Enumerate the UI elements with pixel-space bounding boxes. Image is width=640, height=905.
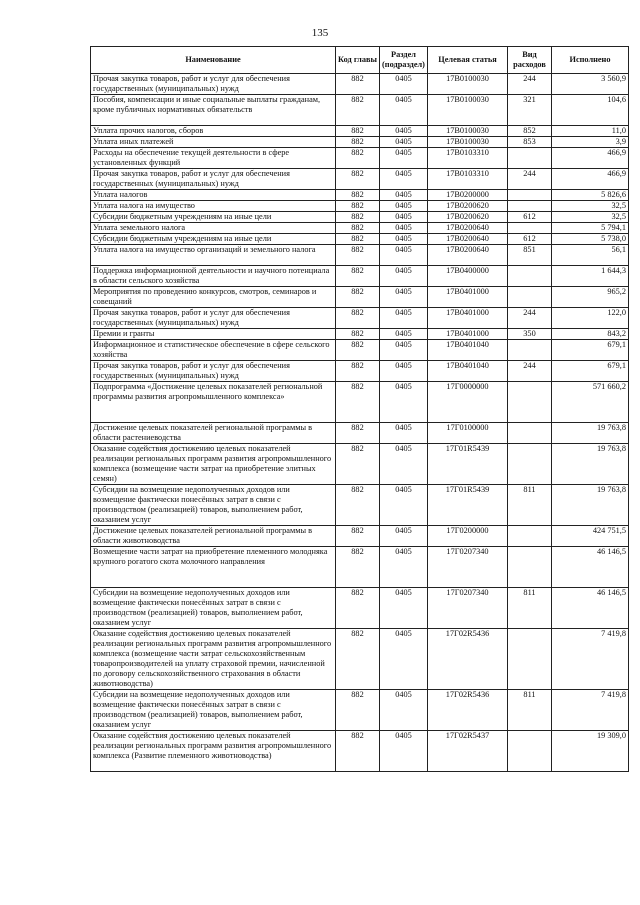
header-amount: Исполнено: [552, 47, 629, 74]
cell-name: Прочая закупка товаров, работ и услуг для обеспечения государственных (муниципальных) нужд: [91, 308, 336, 329]
cell-section: 0405: [380, 234, 428, 245]
table-row: [91, 223, 629, 234]
cell-section: 0405: [380, 126, 428, 137]
table-row: [91, 212, 629, 223]
cell-code: 882: [336, 526, 380, 547]
cell-name: Прочая закупка товаров, работ и услуг для обеспечения государственных (муниципальных) нужд: [91, 169, 336, 190]
cell-target: 17В0100030: [428, 95, 508, 126]
table-row: [91, 308, 629, 329]
cell-code: 882: [336, 547, 380, 588]
cell-target: 17Г02R5437: [428, 731, 508, 772]
cell-target: 17Г0207340: [428, 588, 508, 629]
cell-target: 17В0200620: [428, 201, 508, 212]
table-row: [91, 137, 629, 148]
table-row: [91, 690, 629, 731]
table-row: [91, 169, 629, 190]
cell-section: 0405: [380, 485, 428, 526]
cell-amount: 5 738,0: [552, 234, 629, 245]
table-row: [91, 287, 629, 308]
cell-section: 0405: [380, 190, 428, 201]
cell-code: 882: [336, 731, 380, 772]
cell-type: [508, 201, 552, 212]
table-row: [91, 444, 629, 485]
cell-name: Уплата земельного налога: [91, 223, 336, 234]
cell-section: 0405: [380, 95, 428, 126]
table-row: [91, 329, 629, 340]
cell-code: 882: [336, 137, 380, 148]
cell-amount: 46 146,5: [552, 547, 629, 588]
cell-target: 17В0103310: [428, 148, 508, 169]
cell-code: 882: [336, 629, 380, 690]
cell-name: Субсидии бюджетным учреждениям на иные цели: [91, 234, 336, 245]
cell-amount: 32,5: [552, 201, 629, 212]
table-row: [91, 190, 629, 201]
cell-name: Поддержка информационной деятельности и научного потенциала в области сельского хозяйства: [91, 266, 336, 287]
cell-target: 17В0200620: [428, 212, 508, 223]
header-type: Вид расходов: [508, 47, 552, 74]
cell-name: Информационное и статистическое обеспечение в сфере сельского хозяйства: [91, 340, 336, 361]
header-row: [91, 47, 629, 74]
cell-name: Возмещение части затрат на приобретение племенного молодняка крупного рогатого скота молочного направления: [91, 547, 336, 588]
cell-name: Уплата иных платежей: [91, 137, 336, 148]
cell-type: 244: [508, 169, 552, 190]
cell-name: Прочая закупка товаров, работ и услуг для обеспечения государственных (муниципальных) нужд: [91, 74, 336, 95]
cell-section: 0405: [380, 137, 428, 148]
table-row: [91, 340, 629, 361]
cell-code: 882: [336, 340, 380, 361]
cell-type: 612: [508, 234, 552, 245]
cell-code: 882: [336, 444, 380, 485]
cell-name: Субсидии бюджетным учреждениям на иные цели: [91, 212, 336, 223]
cell-type: 612: [508, 212, 552, 223]
cell-name: Мероприятия по проведению конкурсов, смотров, семинаров и совещаний: [91, 287, 336, 308]
cell-target: 17Г02R5436: [428, 629, 508, 690]
cell-type: 811: [508, 690, 552, 731]
cell-code: 882: [336, 485, 380, 526]
cell-target: 17Г0100000: [428, 423, 508, 444]
cell-section: 0405: [380, 287, 428, 308]
header-target: Целевая статья: [428, 47, 508, 74]
cell-type: [508, 340, 552, 361]
cell-amount: 32,5: [552, 212, 629, 223]
cell-section: 0405: [380, 74, 428, 95]
cell-code: 882: [336, 308, 380, 329]
cell-name: Субсидии на возмещение недополученных доходов или возмещение фактически понесённых затрат в связи с производством (реализацией) товаров, выполнением работ, оказанием услуг: [91, 588, 336, 629]
cell-name: Уплата прочих налогов, сборов: [91, 126, 336, 137]
table-row: [91, 245, 629, 266]
cell-amount: 11,0: [552, 126, 629, 137]
cell-amount: 843,2: [552, 329, 629, 340]
cell-type: [508, 423, 552, 444]
table-row: [91, 148, 629, 169]
cell-section: 0405: [380, 731, 428, 772]
table-row: [91, 629, 629, 690]
header-name: Наименование: [91, 47, 336, 74]
cell-type: [508, 148, 552, 169]
cell-target: 17Г02R5436: [428, 690, 508, 731]
expenditure-table: [90, 46, 629, 772]
cell-amount: 3,9: [552, 137, 629, 148]
cell-section: 0405: [380, 212, 428, 223]
cell-type: [508, 547, 552, 588]
cell-section: 0405: [380, 588, 428, 629]
table-row: [91, 361, 629, 382]
cell-target: 17Г0000000: [428, 382, 508, 423]
table-body: [91, 74, 629, 772]
cell-section: 0405: [380, 308, 428, 329]
cell-section: 0405: [380, 444, 428, 485]
cell-name: Оказание содействия достижению целевых показателей реализации региональных программ развития агропромышленного комплекса (возмещение части затрат сельскохозяйственным товаропроизводителей на уплату страховой премии, начисленной по договору сельскохозяйственного страхования в области животноводства): [91, 629, 336, 690]
header-section: Раздел (подраздел): [380, 47, 428, 74]
table-row: [91, 126, 629, 137]
cell-section: 0405: [380, 423, 428, 444]
cell-type: 244: [508, 308, 552, 329]
page-number: 135: [311, 27, 329, 39]
cell-target: 17В0200000: [428, 190, 508, 201]
table-row: [91, 95, 629, 126]
table-row: [91, 485, 629, 526]
cell-amount: 679,1: [552, 340, 629, 361]
cell-code: 882: [336, 423, 380, 444]
cell-name: Расходы на обеспечение текущей деятельности в сфере установленных функций: [91, 148, 336, 169]
cell-amount: 466,9: [552, 169, 629, 190]
cell-type: [508, 266, 552, 287]
cell-amount: 965,2: [552, 287, 629, 308]
cell-code: 882: [336, 126, 380, 137]
table-row: [91, 526, 629, 547]
cell-target: 17Г01R5439: [428, 444, 508, 485]
table-row: [91, 266, 629, 287]
cell-type: 853: [508, 137, 552, 148]
cell-section: 0405: [380, 245, 428, 266]
table-row: [91, 234, 629, 245]
cell-amount: 56,1: [552, 245, 629, 266]
cell-target: 17В0401040: [428, 361, 508, 382]
cell-code: 882: [336, 212, 380, 223]
cell-amount: 46 146,5: [552, 588, 629, 629]
cell-section: 0405: [380, 526, 428, 547]
table-row: [91, 382, 629, 423]
cell-type: 811: [508, 485, 552, 526]
cell-type: 811: [508, 588, 552, 629]
cell-target: 17В0401000: [428, 308, 508, 329]
cell-amount: 679,1: [552, 361, 629, 382]
table-row: [91, 588, 629, 629]
cell-section: 0405: [380, 201, 428, 212]
cell-name: Подпрограмма «Достижение целевых показателей региональной программы развития агропромышленного комплекса»: [91, 382, 336, 423]
cell-target: 17В0200640: [428, 223, 508, 234]
cell-code: 882: [336, 148, 380, 169]
cell-amount: 7 419,8: [552, 690, 629, 731]
cell-section: 0405: [380, 361, 428, 382]
table-row: [91, 74, 629, 95]
cell-name: Уплата налогов: [91, 190, 336, 201]
cell-target: 17В0200640: [428, 234, 508, 245]
cell-name: Оказание содействия достижению целевых показателей реализации региональных программ развития агропромышленного комплекса (возмещение части затрат на приобретение элитных семян): [91, 444, 336, 485]
cell-code: 882: [336, 190, 380, 201]
cell-type: [508, 526, 552, 547]
cell-amount: 5 826,6: [552, 190, 629, 201]
cell-target: 17В0401000: [428, 329, 508, 340]
table-row: [91, 731, 629, 772]
cell-type: [508, 382, 552, 423]
cell-name: Уплата налога на имущество: [91, 201, 336, 212]
cell-type: 851: [508, 245, 552, 266]
cell-target: 17В0401040: [428, 340, 508, 361]
cell-amount: 19 309,0: [552, 731, 629, 772]
cell-name: Оказание содействия достижению целевых показателей реализации региональных программ развития агропромышленного комплекса (Развитие племенного животноводства): [91, 731, 336, 772]
cell-target: 17Г0200000: [428, 526, 508, 547]
cell-type: 244: [508, 74, 552, 95]
header-code: Код главы: [336, 47, 380, 74]
cell-name: Достижение целевых показателей региональной программы в области растениеводства: [91, 423, 336, 444]
cell-code: 882: [336, 382, 380, 423]
cell-section: 0405: [380, 340, 428, 361]
cell-code: 882: [336, 329, 380, 340]
cell-amount: 104,6: [552, 95, 629, 126]
cell-amount: 19 763,8: [552, 485, 629, 526]
cell-amount: 7 419,8: [552, 629, 629, 690]
cell-amount: 466,9: [552, 148, 629, 169]
table-row: [91, 423, 629, 444]
cell-code: 882: [336, 234, 380, 245]
cell-section: 0405: [380, 382, 428, 423]
cell-code: 882: [336, 95, 380, 126]
cell-type: 852: [508, 126, 552, 137]
cell-code: 882: [336, 266, 380, 287]
cell-code: 882: [336, 690, 380, 731]
cell-target: 17В0400000: [428, 266, 508, 287]
cell-type: [508, 287, 552, 308]
cell-code: 882: [336, 287, 380, 308]
cell-amount: 19 763,8: [552, 423, 629, 444]
cell-name: Достижение целевых показателей региональной программы в области животноводства: [91, 526, 336, 547]
cell-target: 17Г01R5439: [428, 485, 508, 526]
cell-amount: 122,0: [552, 308, 629, 329]
cell-target: 17Г0207340: [428, 547, 508, 588]
cell-section: 0405: [380, 629, 428, 690]
cell-type: 244: [508, 361, 552, 382]
cell-name: Субсидии на возмещение недополученных доходов или возмещение фактически понесённых затрат в связи с производством (реализацией) товаров, выполнением работ, оказанием услуг: [91, 485, 336, 526]
cell-code: 882: [336, 245, 380, 266]
cell-type: [508, 190, 552, 201]
cell-amount: 3 560,9: [552, 74, 629, 95]
cell-code: 882: [336, 361, 380, 382]
cell-type: [508, 223, 552, 234]
cell-type: [508, 444, 552, 485]
cell-section: 0405: [380, 266, 428, 287]
cell-target: 17В0100030: [428, 74, 508, 95]
cell-name: Пособия, компенсации и иные социальные выплаты гражданам, кроме публичных нормативных обязательств: [91, 95, 336, 126]
cell-amount: 1 644,3: [552, 266, 629, 287]
cell-target: 17В0401000: [428, 287, 508, 308]
cell-amount: 19 763,8: [552, 444, 629, 485]
cell-type: [508, 731, 552, 772]
cell-section: 0405: [380, 329, 428, 340]
cell-type: 350: [508, 329, 552, 340]
cell-section: 0405: [380, 690, 428, 731]
cell-amount: 424 751,5: [552, 526, 629, 547]
cell-code: 882: [336, 201, 380, 212]
cell-type: 321: [508, 95, 552, 126]
table-row: [91, 547, 629, 588]
cell-section: 0405: [380, 547, 428, 588]
cell-code: 882: [336, 223, 380, 234]
cell-target: 17В0100030: [428, 126, 508, 137]
table-row: [91, 201, 629, 212]
cell-name: Прочая закупка товаров, работ и услуг для обеспечения государственных (муниципальных) нужд: [91, 361, 336, 382]
cell-code: 882: [336, 588, 380, 629]
cell-code: 882: [336, 169, 380, 190]
cell-section: 0405: [380, 169, 428, 190]
cell-code: 882: [336, 74, 380, 95]
cell-type: [508, 629, 552, 690]
cell-amount: 571 660,2: [552, 382, 629, 423]
cell-name: Субсидии на возмещение недополученных доходов или возмещение фактически понесённых затрат в связи с производством (реализацией) товаров, выполнением работ, оказанием услуг: [91, 690, 336, 731]
cell-name: Уплата налога на имущество организаций и земельного налога: [91, 245, 336, 266]
cell-target: 17В0103310: [428, 169, 508, 190]
cell-target: 17В0100030: [428, 137, 508, 148]
cell-section: 0405: [380, 223, 428, 234]
cell-target: 17В0200640: [428, 245, 508, 266]
cell-section: 0405: [380, 148, 428, 169]
cell-amount: 5 794,1: [552, 223, 629, 234]
cell-name: Премии и гранты: [91, 329, 336, 340]
